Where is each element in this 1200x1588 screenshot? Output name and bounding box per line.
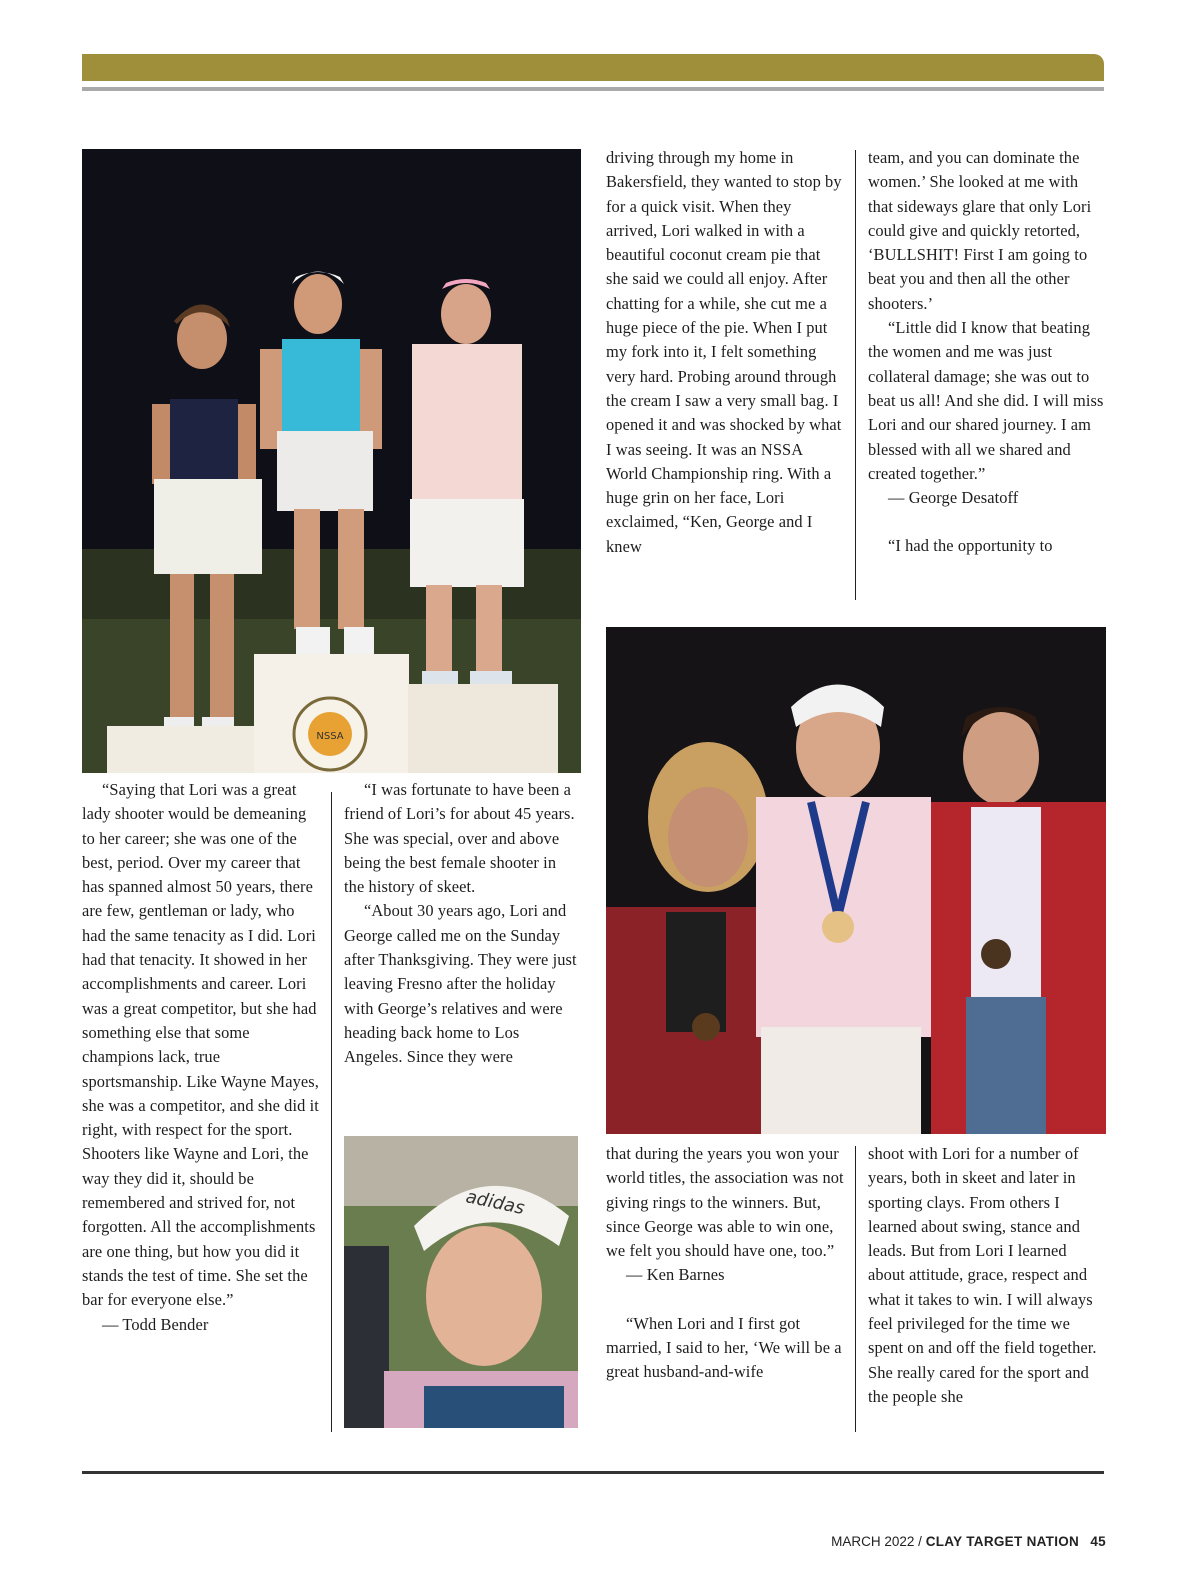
footer-issue-date: MARCH 2022 / xyxy=(831,1534,922,1549)
header-rule xyxy=(82,87,1104,91)
george-desatoff-quote-2: “Little did I know that beating the women and me was just collateral damage; she was out to beat us all! And she did. I will miss Lori and our shared journey. I am blessed with all we shared and created together.” xyxy=(868,318,1104,483)
ken-barnes-quote-2: “About 30 years ago, Lori and George called me on the Sunday after Thanksgiving. They were just leaving Fresno after the holiday with George’s relatives and were heading back home to Los Angeles. Since they were xyxy=(344,901,577,1067)
medal-group-photo xyxy=(606,627,1106,1134)
column-6 xyxy=(868,1142,1104,1409)
column-divider xyxy=(331,792,332,1432)
column-divider xyxy=(855,150,856,600)
todd-bender-attribution: — Todd Bender xyxy=(102,1314,209,1334)
page-footer xyxy=(831,1534,1106,1549)
george-desatoff-quote-continued: team, and you can dominate the women.’ She looked at me with that sideways glare that only Lori could give and quickly retorted, ‘BULLSHIT! First I am going to beat you and then all the other shooters.’ xyxy=(868,148,1092,313)
next-quote-continued: shoot with Lori for a number of years, both in skeet and later in sporting clays. From others I learned about swing, stance and leads. But from Lori I learned about attitude, grace, respect and what it takes to win. I will always feel privileged for the time we spent on and off the field together. She really cared for the sport and the people she xyxy=(868,1144,1097,1406)
cap-adidas-logo: adidas xyxy=(463,1186,527,1220)
podium-photo xyxy=(82,149,581,773)
footer-rule xyxy=(82,1471,1104,1474)
podium-nssa-logo: NSSA xyxy=(316,731,344,742)
ken-barnes-quote-1: “I was fortunate to have been a friend of Lori’s for about 45 years. She was special, over and above being the best female shooter in the history of skeet. xyxy=(344,780,575,897)
column-1 xyxy=(82,778,322,1337)
footer-page-number: 45 xyxy=(1090,1534,1106,1549)
todd-bender-quote: “Saying that Lori was a great lady shooter would be demeaning to her career; she was one of the best, period. Over my career that has spanned almost 50 years, there are few, gentleman or lady, who had the same tenacity as I did. Lori had that tenacity. It showed in her accomplishments and career. Lori was a great competitor, but she had something else that some champions lack, true sportsmanship. Like Wayne Mayes, she was a competitor, and she did it right, with respect for the sport. Shooters like Wayne and Lori, the way they did it, should be remembered and strived for, not forgotten. All the accomplishments are one thing, but how you did it stands the test of time. She set the bar for everyone else.” xyxy=(82,780,319,1310)
column-2 xyxy=(344,778,578,1070)
footer-magazine-name: CLAY TARGET NATION xyxy=(925,1534,1080,1549)
column-4 xyxy=(868,146,1104,559)
george-desatoff-attribution: — George Desatoff xyxy=(888,488,1019,508)
ken-barnes-quote-end: that during the years you won your world titles, the association was not giving rings to the winners. But, since George was able to win one, we felt you should have one, too.” xyxy=(606,1144,844,1261)
column-5 xyxy=(606,1142,844,1385)
portrait-photo xyxy=(344,1136,578,1428)
column-3 xyxy=(606,146,844,559)
ken-barnes-quote-continued: driving through my home in Bakersfield, they wanted to stop by for a quick visit. When they arrived, Lori walked in with a beautiful coconut cream pie that she said we could all enjoy. After chatting for a while, she cut me a huge piece of the pie. When I put my fork into it, I felt something very hard. Probing around through the cream I saw a very small bag. I opened it and was shocked by what I was seeing. It was an NSSA World Championship ring. With a huge grin on her face, Lori exclaimed, “Ken, George and I knew xyxy=(606,148,842,556)
column-divider xyxy=(855,1146,856,1432)
ken-barnes-attribution: — Ken Barnes xyxy=(626,1265,725,1285)
header-accent-band xyxy=(82,54,1104,81)
next-quote-start: “I had the opportunity to xyxy=(888,536,1053,556)
george-desatoff-quote-1: “When Lori and I first got married, I said to her, ‘We will be a great husband-and-wife xyxy=(606,1313,842,1382)
